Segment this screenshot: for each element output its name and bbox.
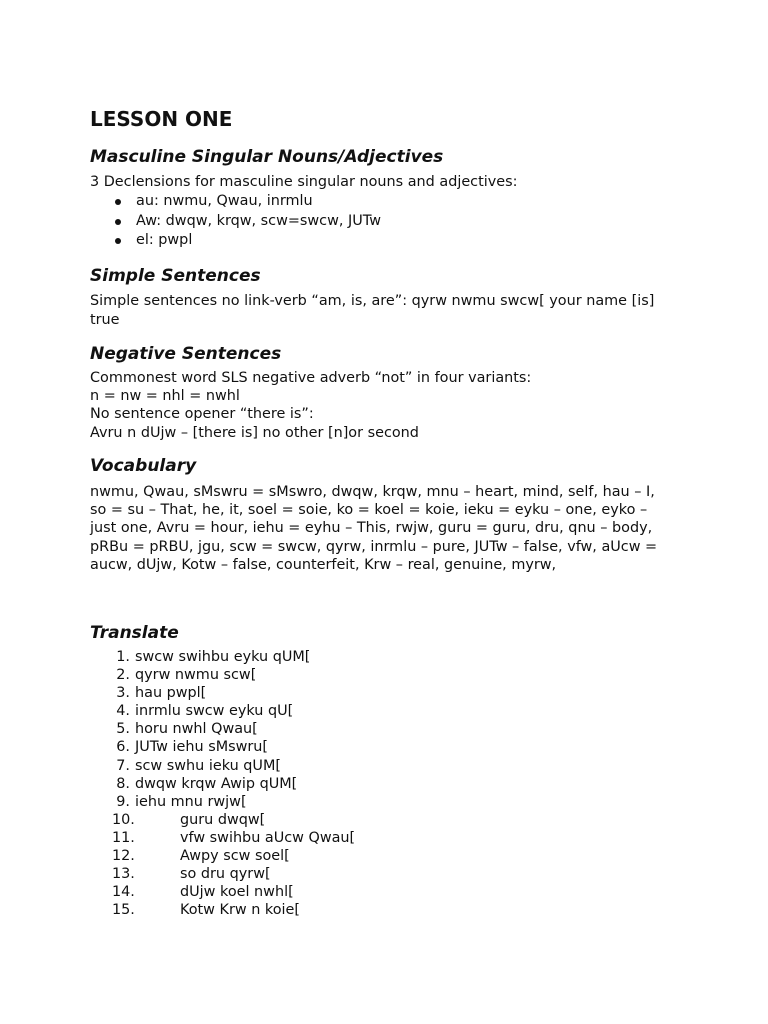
masculine-intro: 3 Declensions for masculine singular nouns and adjectives:: [90, 174, 518, 190]
list-item: el: pwpl: [90, 231, 381, 251]
negative-sentences-text: [90, 369, 680, 442]
declension-list: [90, 192, 381, 251]
text-line: Avru n dUjw – [there is] no other [n]or second: [90, 424, 419, 441]
vocabulary-text: nwmu, Qwau, sMswru = sMswro, dwqw, krqw, mnu – heart, mind, self, hau – I, so = su – That, he, it, soel = soie, ko = koel = koie, ieku = eyku – one, eyko – just one, Avru = hour, iehu = eyhu – This, rwjw, guru = guru, dru, qnu – body, pRBu = pRBU, jgu, scw = swcw, qyrw, inrmlu – pure, JUTw – false, vfw, aUcw = aucw, dUjw, Kotw – false, counterfeit, Krw – real, genuine, myrw,: [90, 484, 658, 573]
list-item: Aw: dwqw, krqw, scw=swcw, JUTw: [90, 212, 381, 232]
heading-masculine: Masculine Singular Nouns/Adjectives: [90, 147, 444, 167]
heading-vocabulary: Vocabulary: [90, 456, 197, 476]
heading-translate: Translate: [90, 623, 179, 643]
heading-negative-sentences: Negative Sentences: [90, 344, 282, 364]
text-line: n = nw = nhl = nwhl: [90, 388, 240, 405]
text-line: No sentence opener “there is”:: [90, 406, 314, 423]
simple-sentences-text: Simple sentences no link-verb “am, is, are”: qyrw nwmu swcw[ your name [is] true: [90, 293, 655, 328]
text-line: Commonest word SLS negative adverb “not” in four variants:: [90, 370, 532, 386]
bullet-icon: [115, 199, 121, 205]
bullet-icon: [115, 238, 121, 244]
page-title: LESSON ONE: [90, 107, 233, 131]
list-item: au: nwmu, Qwau, inrmlu: [90, 192, 381, 212]
bullet-icon: [115, 219, 121, 225]
heading-simple-sentences: Simple Sentences: [90, 266, 261, 286]
